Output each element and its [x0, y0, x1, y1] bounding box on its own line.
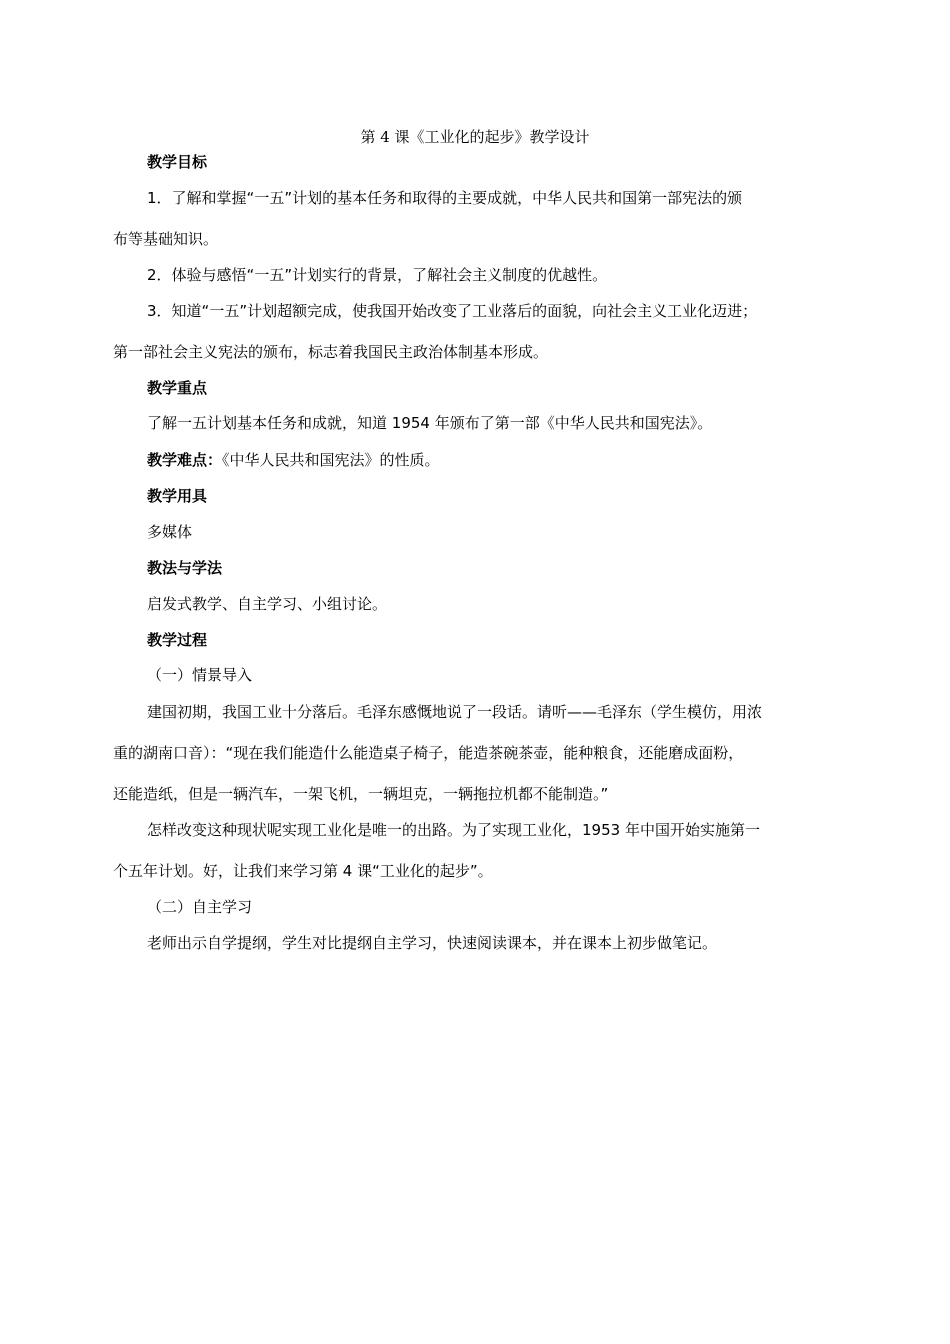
- section-1-title: （一）情景导入: [147, 666, 253, 684]
- objectives-heading: 教学目标: [147, 153, 208, 171]
- para-1-line-1: 建国初期，我国工业十分落后。毛泽东感慨地说了一段话。请听——毛泽东（学生模仿，用浓: [147, 703, 763, 721]
- objective-3-line-1: 3．知道“一五”计划超额完成，使我国开始改变了工业落后的面貌，向社会主义工业化迈进；: [147, 302, 758, 320]
- key-points-text: 了解一五计划基本任务和成就，知道 1954 年颁布了第一部《中华人民共和国宪法》。: [147, 414, 713, 432]
- difficulty-line: [147, 450, 440, 470]
- para-3: 老师出示自学提纲，学生对比提纲自主学习，快速阅读课本，并在课本上初步做笔记。: [147, 934, 718, 952]
- document-title: 第 4 课《工业化的起步》教学设计: [360, 128, 590, 146]
- tools-text: 多媒体: [147, 523, 193, 541]
- objective-1-line-1: 1．了解和掌握“一五”计划的基本任务和取得的主要成就，中华人民共和国第一部宪法的颁: [147, 189, 743, 207]
- methods-heading: 教法与学法: [147, 559, 223, 577]
- para-2-line-2: 个五年计划。好，让我们来学习第 4 课“工业化的起步”。: [113, 862, 493, 880]
- key-points-heading: 教学重点: [147, 379, 208, 397]
- section-2-title: （二）自主学习: [147, 898, 253, 916]
- difficulty-label: 教学难点：: [147, 451, 223, 469]
- objective-1-line-2: 布等基础知识。: [113, 230, 219, 248]
- objective-3-line-2: 第一部社会主义宪法的颁布，标志着我国民主政治体制基本形成。: [113, 343, 549, 361]
- para-1-line-2: 重的湖南口音）：“现在我们能造什么能造桌子椅子，能造茶碗茶壶，能种粮食，还能磨成面粉，: [113, 744, 744, 762]
- para-1-line-3: 还能造纸，但是一辆汽车，一架飞机，一辆坦克，一辆拖拉机都不能制造。”: [113, 785, 609, 803]
- process-heading: 教学过程: [147, 631, 208, 649]
- difficulty-text: 《中华人民共和国宪法》的性质。: [222, 451, 440, 469]
- methods-text: 启发式教学、自主学习、小组讨论。: [147, 595, 388, 613]
- para-2-line-1: 怎样改变这种现状呢实现工业化是唯一的出路。为了实现工业化，1953 年中国开始实施第一: [147, 821, 760, 839]
- tools-heading: 教学用具: [147, 487, 208, 505]
- objective-2: 2．体验与感悟“一五”计划实行的背景，了解社会主义制度的优越性。: [147, 266, 608, 284]
